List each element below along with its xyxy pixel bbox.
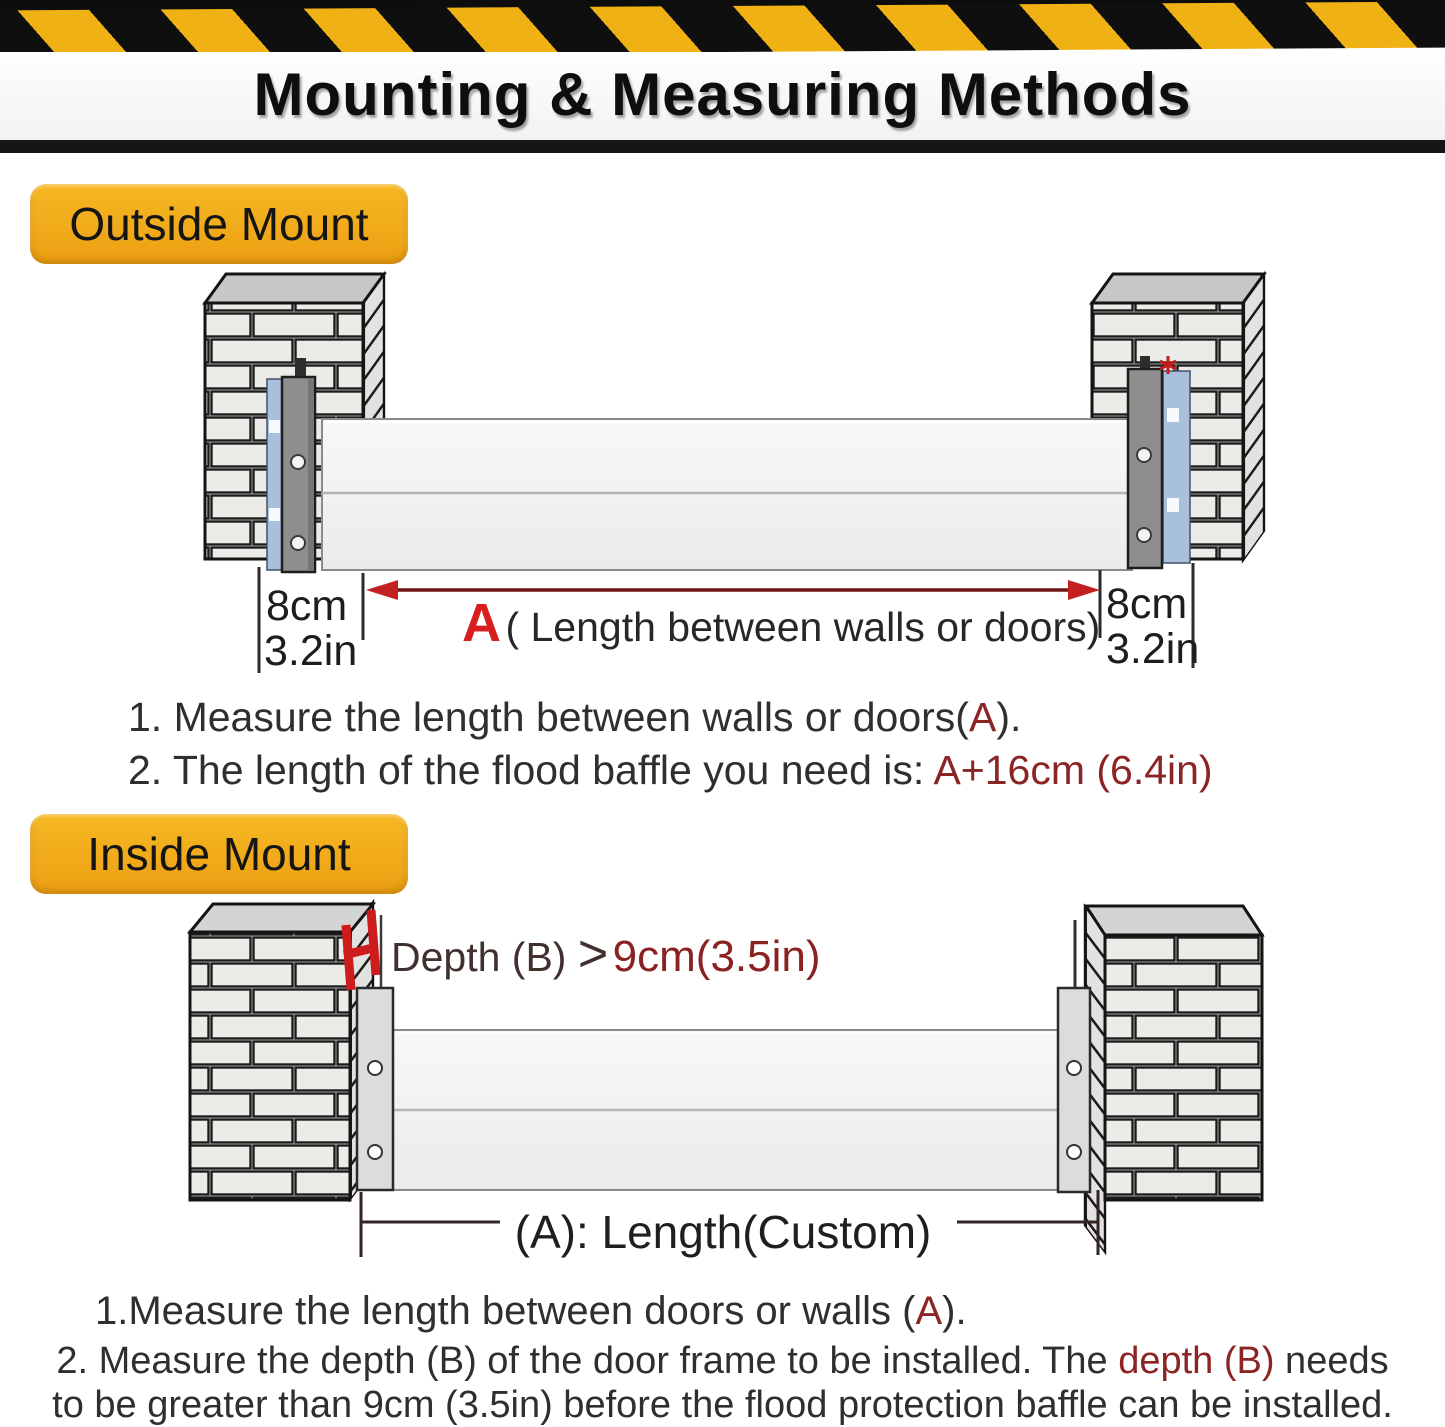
outside-mount-diagram: [0, 265, 1445, 680]
span-length-label: [462, 593, 1100, 653]
inside-step-1: [95, 1289, 967, 1334]
inside-step-2-line1-b: needs: [1274, 1340, 1389, 1382]
hazard-stripe-band: [0, 2, 1445, 57]
right-channel-bar: [1128, 369, 1162, 568]
depth-label: [391, 925, 821, 983]
right-dim-in: 3.2in: [1106, 625, 1200, 673]
outside-step-1-end: ).: [996, 694, 1022, 740]
outside-step-1-text: 1. Measure the length between walls or doors(: [128, 694, 969, 740]
inside-right-pillar-top-face: [1086, 906, 1262, 935]
left-strip-notch: [269, 420, 280, 433]
span-arrowhead-right: [1068, 580, 1100, 600]
inside-mount-diagram: [0, 895, 1445, 1290]
screw-hole: [1067, 1145, 1081, 1159]
inside-step-1-end: ).: [942, 1289, 967, 1333]
inside-right-pillar-front-face: [1105, 935, 1262, 1200]
screw-hole: [291, 536, 305, 550]
screw-hole: [368, 1145, 382, 1159]
left-strip-notch: [269, 508, 280, 521]
left-channel-bar: [282, 377, 315, 572]
left-dim-in: 3.2in: [264, 627, 358, 675]
inside-mount-badge: [30, 814, 408, 894]
inside-right-channel-bar: [1058, 988, 1090, 1192]
inside-step-2-line1-a: 2. Measure the depth (B) of the door frame to be installed. The: [56, 1340, 1119, 1382]
screw-hole: [1067, 1061, 1081, 1075]
left-channel-shade: [308, 378, 314, 571]
right-blue-mounting-strip: [1163, 371, 1190, 563]
page-title: Mounting & Measuring Methods: [253, 61, 1192, 128]
inside-step-1-text: 1.Measure the length between doors or walls (: [95, 1289, 916, 1333]
inside-step-2: [0, 1339, 1445, 1427]
inside-step-2-line1-em: depth (B): [1118, 1340, 1275, 1382]
span-label-a: A: [462, 593, 501, 653]
inside-length-label: (A): Length(Custom): [514, 1206, 932, 1258]
outside-step-2: [128, 747, 1213, 794]
left-blue-mounting-strip: [267, 379, 282, 570]
right-dim-cm: 8cm: [1106, 580, 1188, 628]
inside-left-pillar-front-face: [190, 932, 350, 1200]
outside-right-pillar-side-face: [1243, 274, 1264, 561]
outside-step-2-text: 2. The length of the flood baffle you need is:: [128, 747, 934, 793]
title-underline-bar: [0, 140, 1445, 153]
right-strip-notch: [1167, 498, 1179, 512]
depth-label-gt: >: [577, 925, 609, 983]
inside-right-pillar: [1085, 906, 1262, 1253]
outside-step-1: [128, 694, 1021, 741]
inside-step-2-line2: to be greater than 9cm (3.5in) before the flood protection baffle can be installed.: [52, 1384, 1393, 1427]
outside-barrier-panel: [322, 419, 1132, 570]
outside-mount-badge: [30, 184, 408, 264]
outside-left-pillar-top-face: [205, 274, 384, 303]
span-label-text: ( Length between walls or doors): [505, 604, 1101, 650]
inside-mount-badge-label: Inside Mount: [87, 828, 351, 880]
screw-hole: [1137, 528, 1151, 542]
outside-step-1-em: A: [968, 694, 997, 740]
screw-hole: [368, 1061, 382, 1075]
screw-hole: [291, 455, 305, 469]
left-dim-cm: 8cm: [266, 582, 348, 630]
depth-label-value: 9cm(3.5in): [612, 932, 821, 981]
outside-mount-badge-label: Outside Mount: [69, 198, 369, 250]
inside-step-1-em: A: [915, 1289, 943, 1333]
right-strip-notch: [1167, 408, 1179, 422]
outside-step-2-em: A+16cm (6.4in): [933, 747, 1213, 793]
screw-hole: [1137, 448, 1151, 462]
span-arrowhead-left: [366, 580, 398, 600]
inside-step-2-line1: [0, 1339, 1445, 1383]
inside-left-channel-bar: [357, 988, 393, 1190]
inside-barrier-panel: [393, 1030, 1058, 1190]
outside-right-pillar-top-face: [1092, 274, 1264, 303]
depth-label-prefix: Depth (B): [391, 934, 578, 980]
